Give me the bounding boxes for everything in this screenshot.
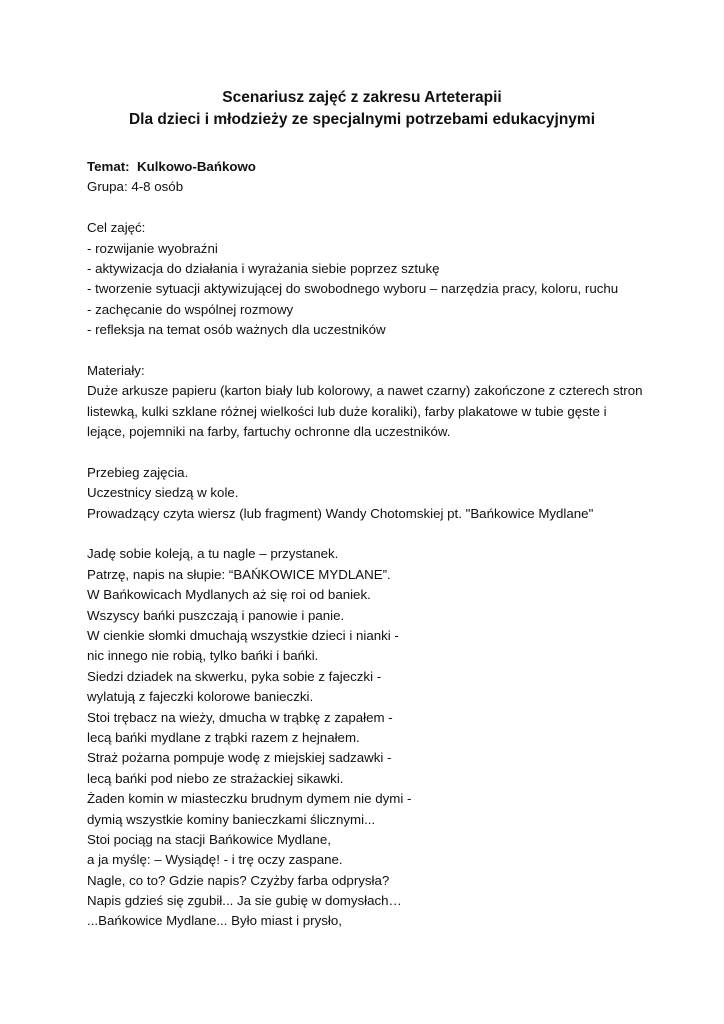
title-line-2: Dla dzieci i młodzieży ze specjalnymi potrzebami edukacyjnymi bbox=[128, 111, 596, 128]
goal-item: - aktywizacja do działania i wyrażania siebie poprzez sztukę bbox=[87, 260, 440, 276]
spacer bbox=[87, 524, 647, 544]
spacer bbox=[87, 341, 647, 361]
spacer bbox=[87, 198, 647, 218]
materials-line: listewką, kulki szklane różnej wielkości lub duże koraliki), farby plakatowe w tubie gęste i bbox=[87, 403, 607, 419]
topic-label: Temat: bbox=[87, 159, 130, 174]
poem-line: Stoi trębacz na wieży, dmucha w trąbkę z zapałem - bbox=[87, 709, 393, 725]
goals-heading: Cel zajęć: bbox=[87, 220, 146, 236]
goal-item: - rozwijanie wyobraźni bbox=[87, 240, 218, 256]
document-body bbox=[87, 157, 647, 932]
poem-line: Jadę sobie koleją, a tu nagle – przystanek. bbox=[87, 546, 339, 562]
goal-item: - tworzenie sytuacji aktywizującej do swobodnego wyboru – narzędzia pracy, koloru, ruchu bbox=[87, 281, 619, 297]
topic-value: Kulkowo-Bańkowo bbox=[137, 159, 256, 174]
topic-line bbox=[87, 157, 647, 177]
document-title bbox=[0, 87, 724, 131]
poem-line: Napis gdzieś się zgubił... Ja sie gubię w domysłach… bbox=[87, 893, 402, 909]
poem-line: W cienkie słomki dmuchają wszystkie dzieci i nianki - bbox=[87, 627, 399, 643]
poem-line: nic innego nie robią, tylko bańki i bańki. bbox=[87, 648, 319, 664]
poem-line: a ja myślę: – Wysiądę! - i trę oczy zaspane. bbox=[87, 852, 343, 868]
poem-line: lecą bańki pod niebo ze strażackiej sikawki. bbox=[87, 770, 344, 786]
poem-line: W Bańkowicach Mydlanych aż się roi od baniek. bbox=[87, 587, 371, 603]
procedure-heading: Przebieg zajęcia. bbox=[87, 464, 189, 480]
poem-line: lecą bańki mydlane z trąbki razem z hejnałem. bbox=[87, 729, 360, 745]
title-line-1: Scenariusz zajęć z zakresu Arteterapii bbox=[222, 89, 502, 106]
poem-line: Siedzi dziadek na skwerku, pyka sobie z fajeczki - bbox=[87, 668, 382, 684]
poem-line: dymią wszystkie kominy banieczkami ślicznymi... bbox=[87, 811, 376, 827]
materials-heading: Materiały: bbox=[87, 362, 145, 378]
goal-item: - refleksja na temat osób ważnych dla uczestników bbox=[87, 322, 386, 338]
group-line: Grupa: 4-8 osób bbox=[87, 179, 184, 195]
materials-line: lejące, pojemniki na farby, fartuchy ochronne dla uczestników. bbox=[87, 424, 451, 440]
procedure-line: Prowadzący czyta wiersz (lub fragment) Wandy Chotomskiej pt. "Bańkowice Mydlane" bbox=[87, 505, 594, 521]
poem-line: Patrzę, napis na słupie: “BAŃKOWICE MYDLANE”. bbox=[87, 566, 391, 582]
poem-line: ...Bańkowice Mydlane... Było miast i prysło, bbox=[87, 913, 342, 929]
goal-item: - zachęcanie do wspólnej rozmowy bbox=[87, 301, 294, 317]
poem-line: Nagle, co to? Gdzie napis? Czyżby farba odprysła? bbox=[87, 872, 390, 888]
spacer bbox=[87, 442, 647, 462]
poem-line: Wszyscy bańki puszczają i panowie i panie. bbox=[87, 607, 345, 623]
poem-line: Straż pożarna pompuje wodę z miejskiej sadzawki - bbox=[87, 750, 392, 766]
poem-line: Stoi pociąg na stacji Bańkowice Mydlane, bbox=[87, 831, 331, 847]
procedure-line: Uczestnicy siedzą w kole. bbox=[87, 485, 239, 501]
poem-line: Żaden komin w miasteczku brudnym dymem nie dymi - bbox=[87, 791, 412, 807]
poem-line: wylatują z fajeczki kolorowe banieczki. bbox=[87, 689, 314, 705]
materials-line: Duże arkusze papieru (karton biały lub kolorowy, a nawet czarny) zakończone z czterech stron bbox=[87, 383, 643, 399]
